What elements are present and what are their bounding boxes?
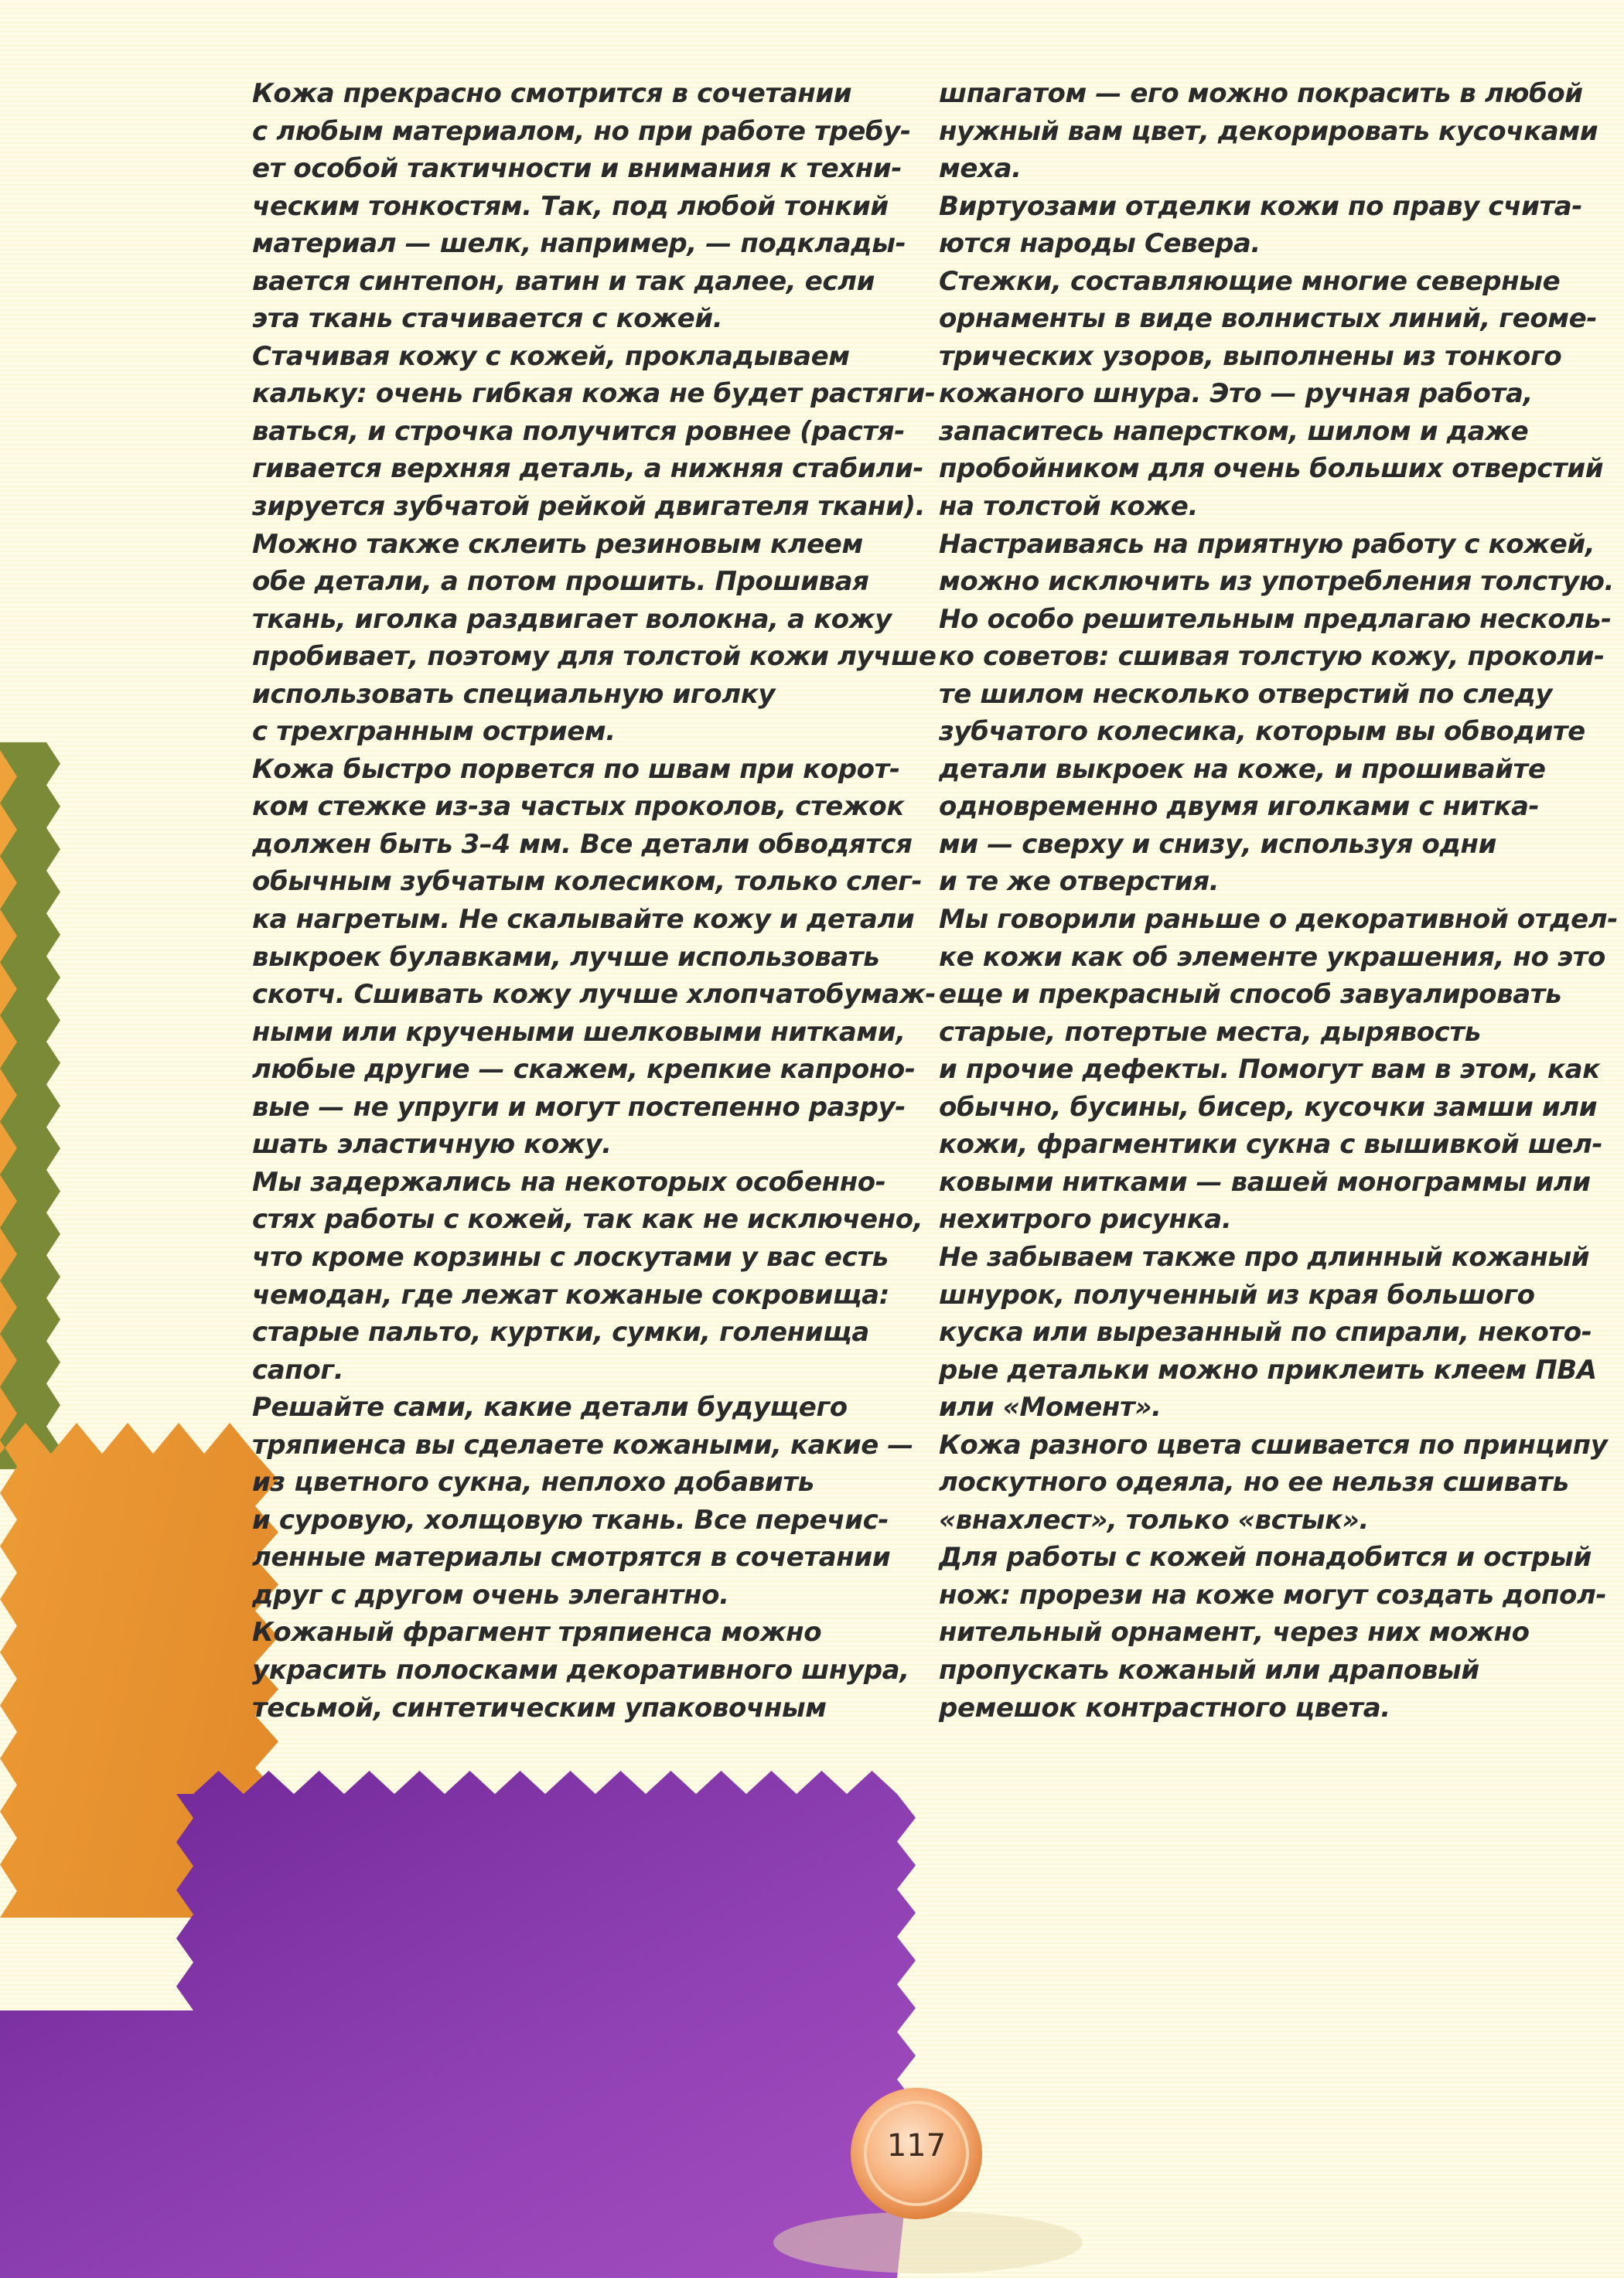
- text-line: можно исключить из употребления толстую.: [939, 566, 1615, 598]
- text-line: нительный орнамент, через них можно: [939, 1617, 1530, 1649]
- text-line: орнаменты в виде волнистых линий, геоме-: [939, 303, 1598, 335]
- text-line: скотч. Сшивать кожу лучше хлопчатобумаж-: [252, 979, 937, 1011]
- text-line: меха.: [939, 153, 1022, 185]
- text-line: нехитрого рисунка.: [939, 1204, 1232, 1236]
- text-line: ными или кручеными шелковыми нитками,: [252, 1016, 906, 1048]
- text-line: лоскутного одеяла, но ее нельзя сшивать: [939, 1467, 1569, 1499]
- text-line: нож: прорези на коже могут создать допол-: [939, 1579, 1607, 1611]
- text-line: тесьмой, синтетическим упаковочным: [252, 1692, 827, 1724]
- text-line: Кожа разного цвета сшивается по принципу: [939, 1429, 1608, 1461]
- text-line: и прочие дефекты. Помогут вам в этом, как: [939, 1054, 1600, 1086]
- text-line: выкроек булавками, лучше использовать: [252, 941, 880, 973]
- text-line: эта ткань стачивается с кожей.: [252, 303, 723, 335]
- text-line: стях работы с кожей, так как не исключено,: [252, 1204, 923, 1236]
- text-line: одновременно двумя иголками с нитка-: [939, 791, 1540, 823]
- text-line: и суровую, холщовую ткань. Все перечис-: [252, 1504, 889, 1536]
- text-line: Стачивая кожу с кожей, прокладываем: [252, 340, 850, 372]
- fabric-shadow: [773, 2212, 1083, 2273]
- text-line: с любым материалом, но при работе требу-: [252, 115, 911, 147]
- text-line: пробойником для очень больших отверстий: [939, 453, 1604, 485]
- text-line: кальку: очень гибкая кожа не будет растяги-: [252, 378, 936, 410]
- text-line: пробивает, поэтому для толстой кожи лучше: [252, 641, 937, 673]
- text-line: вые — не упруги и могут постепенно разру-: [252, 1091, 906, 1123]
- text-line: из цветного сукна, неплохо добавить: [252, 1467, 814, 1499]
- text-line: ке кожи как об элементе украшения, но это: [939, 941, 1605, 973]
- text-line: ми — сверху и снизу, используя одни: [939, 828, 1497, 860]
- text-line: Виртуозами отделки кожи по праву счита-: [939, 190, 1583, 222]
- text-line: ются народы Севера.: [939, 228, 1261, 260]
- text-line: Настраиваясь на приятную работу с кожей,: [939, 528, 1595, 560]
- text-line: сапог.: [252, 1354, 344, 1386]
- text-line: ет особой тактичности и внимания к техни-: [252, 153, 902, 185]
- text-line: Решайте сами, какие детали будущего: [252, 1392, 848, 1424]
- text-line: рые детальки можно приклеить клеем ПВА: [939, 1354, 1597, 1386]
- right-text-column: [939, 75, 1618, 1727]
- text-line: старые, потертые места, дырявость: [939, 1016, 1481, 1048]
- text-line: с трехгранным острием.: [252, 716, 616, 748]
- text-line: ремешок контрастного цвета.: [939, 1692, 1390, 1724]
- text-line: использовать специальную иголку: [252, 678, 776, 710]
- text-line: друг с другом очень элегантно.: [252, 1579, 729, 1611]
- text-line: Не забываем также про длинный кожаный: [939, 1241, 1590, 1273]
- text-line: ткань, иголка раздвигает волокна, а кожу: [252, 603, 892, 635]
- text-line: детали выкроек на коже, и прошивайте: [939, 753, 1546, 785]
- text-line: ленные материалы смотрятся в сочетании: [252, 1542, 891, 1574]
- text-line: Мы задержались на некоторых особенно-: [252, 1166, 886, 1198]
- text-line: кожи, фрагментики сукна с вышивкой шел-: [939, 1129, 1603, 1161]
- text-line: Можно также склеить резиновым клеем: [252, 528, 863, 560]
- text-line: ческим тонкостям. Так, под любой тонкий: [252, 190, 889, 222]
- text-line: украсить полосками декоративного шнура,: [252, 1654, 909, 1686]
- text-line: шнурок, полученный из края большого: [939, 1279, 1535, 1311]
- text-line: ваться, и строчка получится ровнее (растя-: [252, 415, 905, 447]
- text-line: зируется зубчатой рейкой двигателя ткани).: [252, 491, 926, 523]
- text-line: должен быть 3–4 мм. Все детали обводятся: [252, 828, 913, 860]
- text-line: «внахлест», только «встык».: [939, 1504, 1369, 1536]
- text-line: обычно, бусины, бисер, кусочки замши или: [939, 1091, 1598, 1123]
- text-line: ком стежке из-за частых проколов, стежок: [252, 791, 905, 823]
- text-line: запаситесь наперстком, шилом и даже: [939, 415, 1529, 447]
- text-line: и те же отверстия.: [939, 866, 1220, 898]
- text-line: кожаного шнура. Это — ручная работа,: [939, 378, 1533, 410]
- text-line: Кожа прекрасно смотрится в сочетании: [252, 78, 852, 109]
- page-number: 117: [886, 2128, 947, 2164]
- text-line: Для работы с кожей понадобится и острый: [939, 1542, 1592, 1574]
- text-line: Мы говорили раньше о декоративной отдел-: [939, 904, 1618, 936]
- left-text-column: [252, 75, 937, 1727]
- text-line: тряпиенса вы сделаете кожаными, какие —: [252, 1429, 913, 1461]
- text-line: вается синтепон, ватин и так далее, если: [252, 265, 875, 297]
- text-line: что кроме корзины с лоскутами у вас есть: [252, 1241, 889, 1273]
- text-line: шать эластичную кожу.: [252, 1129, 612, 1161]
- text-line: любые другие — скажем, крепкие капроно-: [252, 1054, 916, 1086]
- text-line: обычным зубчатым колесиком, только слег-: [252, 866, 923, 898]
- text-line: Стежки, составляющие многие северные: [939, 265, 1561, 297]
- text-line: ковыми нитками — вашей монограммы или: [939, 1166, 1591, 1198]
- text-line: шпагатом — его можно покрасить в любой: [939, 78, 1583, 109]
- text-line: гивается верхняя деталь, а нижняя стабили-: [252, 453, 924, 485]
- text-line: материал — шелк, например, — подклады-: [252, 228, 906, 260]
- text-line: обе детали, а потом прошить. Прошивая: [252, 566, 869, 598]
- text-line: Кожа быстро порвется по швам при корот-: [252, 753, 900, 785]
- text-line: или «Момент».: [939, 1392, 1162, 1424]
- text-line: ко советов: сшивая толстую кожу, проколи-: [939, 641, 1605, 673]
- text-line: нужный вам цвет, декорировать кусочками: [939, 115, 1598, 147]
- text-line: трических узоров, выполнены из тонкого: [939, 340, 1562, 372]
- text-line: пропускать кожаный или драповый: [939, 1654, 1479, 1686]
- text-line: на толстой коже.: [939, 491, 1198, 523]
- text-line: старые пальто, куртки, сумки, голенища: [252, 1317, 869, 1349]
- text-line: зубчатого колесика, которым вы обводите: [939, 716, 1585, 748]
- text-line: чемодан, где лежат кожаные сокровища:: [252, 1279, 889, 1311]
- text-line: ка нагретым. Не скалывайте кожу и детали: [252, 904, 915, 936]
- text-line: Но особо решительным предлагаю несколь-: [939, 603, 1612, 635]
- text-line: еще и прекрасный способ завуалировать: [939, 979, 1562, 1011]
- text-line: куска или вырезанный по спирали, некото-: [939, 1317, 1592, 1349]
- text-line: Кожаный фрагмент тряпиенса можно: [252, 1617, 822, 1649]
- text-line: те шилом несколько отверстий по следу: [939, 678, 1553, 710]
